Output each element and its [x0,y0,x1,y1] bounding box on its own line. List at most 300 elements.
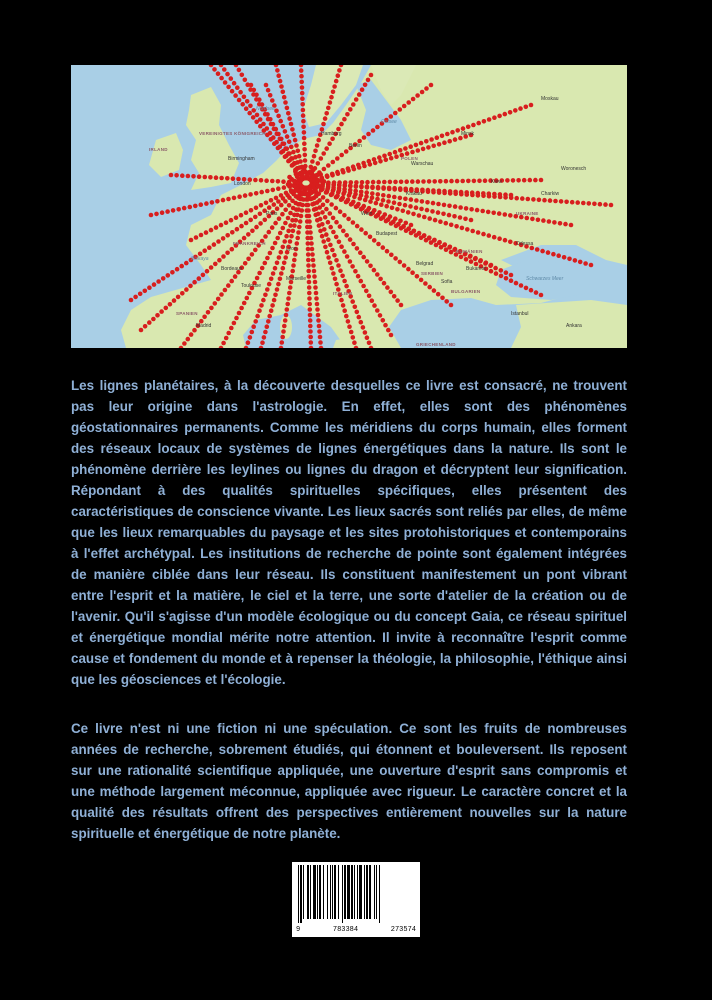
ley-line-dot [281,226,286,231]
ley-line-dot [383,212,388,217]
ley-line-dot [420,199,425,204]
ley-line-dot [609,203,614,208]
ley-line-dot [466,179,471,184]
city-label: Marseille [286,276,307,282]
ley-line-dot [363,330,368,335]
ley-line-dot [387,186,392,191]
ley-line-dot [316,212,321,217]
ley-line-dot [348,107,353,112]
ley-line-dot [437,142,442,147]
ley-line-dot [398,148,403,153]
ley-line-dot [280,340,285,345]
ley-line-dot [516,178,521,183]
ley-line-dot [290,127,295,132]
europe-ley-lines-map [71,65,627,348]
ley-line-dot [416,179,421,184]
ley-line-dot [447,139,452,144]
ley-line-dot [318,340,323,345]
ley-line-dot [307,296,312,301]
ley-line-dot [477,179,482,184]
ley-line-dot [287,291,292,296]
ley-line-dot [440,134,445,139]
ley-line-dot [249,208,254,213]
ley-line-dot [404,179,409,184]
ley-line-dot [285,146,290,151]
ley-line-dot [229,76,234,81]
ley-line-dot [334,258,339,263]
ley-line-dot [378,277,383,282]
ley-line-dot [384,219,389,224]
ley-line-dot [529,288,534,293]
ley-line-dot [287,116,292,121]
ley-line-dot [295,236,300,241]
ley-line-dot [174,173,179,178]
ley-line-dot [476,121,481,126]
ley-line-dot [286,111,291,116]
ley-line-dot [247,111,252,116]
ley-line-dot [260,266,265,271]
ley-line-dot [508,110,513,115]
ley-line-dot [306,252,311,257]
ley-line-dot [444,247,449,252]
ley-line-dot [356,274,361,279]
ley-line-dot [352,340,357,345]
ley-line-dot [419,207,424,212]
ley-line-dot [255,276,260,281]
ley-line-dot [245,99,250,104]
ley-line-dot [208,175,213,180]
ley-line-dot [436,202,441,207]
ley-line-dot [562,255,567,260]
ley-line-dot [432,288,437,293]
ley-line-dot [288,239,293,244]
ley-line-dot [514,281,519,286]
barcode-bar [330,865,331,919]
ley-line-dot [210,200,215,205]
ley-line-dot [492,192,497,197]
ley-line-dot [189,238,194,243]
ley-line-dot [314,192,319,197]
ley-line-dot [286,216,291,221]
ley-line-dot [246,232,251,237]
ley-line-dot [328,211,333,216]
ley-line-dot [278,119,283,124]
ley-line-dot [499,274,504,279]
ley-line-dot [508,240,513,245]
ley-line-dot [393,111,398,116]
ley-line-dot [436,292,441,297]
ley-line-dot [583,261,588,266]
ley-line-dot [427,179,432,184]
ley-line-dot [197,174,202,179]
ley-line-dot [155,313,160,318]
ley-line-dot [238,90,243,95]
ley-line-dot [199,233,204,238]
ley-line-dot [267,205,272,210]
ley-line-dot [330,137,335,142]
ley-line-dot [260,340,265,345]
ley-line-dot [539,178,544,183]
ley-line-dot [424,86,429,91]
ley-line-dot [423,281,428,286]
ley-line-dot [234,215,239,220]
ley-line-dot [202,315,207,320]
ley-line-dot [394,224,399,229]
ley-line-dot [287,175,292,180]
ley-line-dot [271,135,276,140]
ley-line-dot [426,145,431,150]
barcode-bar [374,865,375,919]
sea-label: Biskaya [191,256,209,262]
ley-line-dot [358,250,363,255]
ley-line-dot [408,204,413,209]
ley-line-dot [282,324,287,329]
ley-line-dot [392,195,397,200]
ley-line-dot [307,285,312,290]
ley-line-dot [497,211,502,216]
ley-line-dot [447,213,452,218]
ley-line-dot [398,260,403,265]
ley-line-dot [564,200,569,205]
ley-line-dot [276,199,281,204]
ley-line-dot [339,122,344,127]
ley-line-dot [264,201,269,206]
ley-line-dot [202,248,207,253]
ley-line-dot [504,270,509,275]
ley-line-dot [320,234,325,239]
ley-line-dot [308,318,313,323]
ley-line-dot [308,230,313,235]
ley-line-dot [331,160,336,165]
ley-line-dot [257,271,262,276]
ley-line-dot [455,179,460,184]
ley-line-dot [279,250,284,255]
ley-line-dot [469,207,474,212]
ley-line-dot [214,175,219,180]
ley-line-dot [282,142,287,147]
ley-line-dot [440,296,445,301]
ley-line-dot [344,314,349,319]
ley-line-dot [331,216,336,221]
ley-line-dot [323,245,328,250]
ley-line-dot [268,93,273,98]
ley-line-dot [429,83,434,88]
ley-line-dot [326,106,331,111]
ley-line-dot [519,283,524,288]
ley-line-dot [415,274,420,279]
ley-line-dot [414,233,419,238]
ley-line-dot [376,180,381,185]
ley-line-dot [149,213,154,218]
ley-line-dot [248,218,253,223]
ley-line-dot [147,320,152,325]
ley-line-dot [444,179,449,184]
ley-line-dot [421,179,426,184]
ley-line-dot [318,172,323,177]
ley-line-dot [216,297,221,302]
ley-line-dot [348,191,353,196]
barcode-bar [347,865,350,919]
ley-line-dot [192,280,197,285]
ley-line-dot [509,193,514,198]
ley-line-dot [509,278,514,283]
ley-line-dot [460,179,465,184]
ley-line-dot [182,341,187,346]
ley-line-dot [151,317,156,322]
ley-line-dot [259,190,264,195]
ley-line-dot [526,197,531,202]
ley-line-dot [298,202,303,207]
ley-line-dot [310,196,315,201]
barcode-bar [327,865,328,919]
ley-line-dot [355,310,360,315]
ley-line-dot [224,220,229,225]
ley-line-dot [246,257,251,262]
ley-line-dot [265,256,270,261]
ley-line-dot [340,168,345,173]
description-paragraph-1: Les lignes planétaires, à la découverte desquelles ce livre est consacré, ne trouvent pas leur origine dans l'astrologie. En effet, elles sont des phénomènes géostationnaires permanents. Comme les méridiens du corps humain, elles forment des réseaux locaux de systèmes de lignes énergétiques dans la nature. Ils sont le phénomène derrière les leylines ou lignes du dragon et décryptent leur signification. Répondant à des qualités spirituelles spécifiques, elles présentent des caractéristiques de conscience vivante. Les lieux sacrés sont reliés par elles, de même que les lieux remarquables du paysage et les sites protohistoriques et contemporains à l'effet archétypal. Les institutions de recherche de pointe sont également intégrées de manière ciblée dans leur réseau. Ils constituent manifestement un pont vibrant entre l'esprit et la matière, le ciel et la terre, une sorte d'atelier de la création ou de l'avenir. Qu'il s'agisse d'un modèle écologique ou du concept Gaia, ce réseau spirituel et énergétique mondial mérite notre attention. Il invite à reconnaître l'esprit comme cause et fondement du monde et à repenser la théologie, la philosophie, l'éthique ainsi que les géosciences et l'écologie. [71,378,627,687]
ley-line-dot [289,189,294,194]
ley-line-dot [334,282,339,287]
ley-line-dot [251,324,256,329]
ley-line-dot [154,212,159,217]
ley-line-dot [317,198,322,203]
ley-line-dot [219,176,224,181]
ley-line-dot [581,201,586,206]
ley-line-dot [201,273,206,278]
ley-line-dot [188,284,193,289]
ley-line-dot [337,240,342,245]
ley-line-dot [330,191,335,196]
ley-line-dot [399,226,404,231]
ley-line-dot [334,206,339,211]
sea-label: Schwarzes Meer [526,276,564,282]
ley-line-dot [294,143,299,148]
ley-line-dot [441,212,446,217]
ley-line-dot [326,255,331,260]
ley-line-dot [398,186,403,191]
ley-line-dot [320,210,325,215]
ley-line-dot [476,191,481,196]
ley-line-dot [325,173,330,178]
ley-line-dot [473,257,478,262]
ley-line-dot [399,180,404,185]
ley-line-dot [336,73,341,78]
ley-line-dot [503,238,508,243]
ley-line-dot [409,197,414,202]
ley-line-dot [330,172,335,177]
ley-line-dot [133,295,138,300]
ley-line-dot [234,316,239,321]
ley-line-dot [331,230,336,235]
ley-line-dot [603,202,608,207]
ley-line-dot [318,217,323,222]
ley-line-dot [209,306,214,311]
country-label: ITALIEN [333,291,353,296]
ley-line-dot [306,247,311,252]
ley-line-dot [375,197,380,202]
ley-line-dot [161,276,166,281]
ley-line-dot [370,185,375,190]
ley-line-dot [542,198,547,203]
ley-line-dot [378,313,383,318]
ley-line-dot [306,208,311,213]
ley-line-dot [442,189,447,194]
ley-line-dot [323,116,328,121]
ley-line-dot [410,270,415,275]
ley-line-dot [481,232,486,237]
ley-line-dot [250,229,255,234]
ley-line-dot [279,203,284,208]
ley-line-dot [482,119,487,124]
ley-line-dot [282,239,287,244]
barcode-bar [298,865,299,923]
ley-line-dot [505,178,510,183]
ley-line-dot [293,138,298,143]
ley-line-dot [223,80,228,85]
ley-line-dot [212,67,217,72]
ley-line-dot [355,246,360,251]
ley-line-dot [300,91,305,96]
ley-line-dot [325,250,330,255]
country-label: UKRAINE [516,211,539,216]
ley-line-dot [387,194,392,199]
ley-line-dot [264,83,269,88]
ley-line-dot [165,209,170,214]
ley-line-dot [283,318,288,323]
ley-line-dot [328,261,333,266]
ley-line-dot [511,178,516,183]
ley-line-dot [445,132,450,137]
ley-line-dot [354,97,359,102]
ley-line-dot [229,326,234,331]
ley-line-dot [411,97,416,102]
ley-line-dot [417,213,422,218]
ley-line-dot [349,330,354,335]
ley-line-dot [248,104,253,109]
country-label: IRLAND [149,147,168,152]
ley-line-dot [316,318,321,323]
ley-line-dot [258,117,263,122]
ley-line-dot [369,73,374,78]
ley-line-dot [296,230,301,235]
ley-line-dot [314,296,319,301]
ley-line-dot [199,202,204,207]
ley-line-dot [282,261,287,266]
ley-line-dot [536,218,541,223]
ley-line-dot [433,218,438,223]
ley-line-dot [176,207,181,212]
ley-line-dot [390,206,395,211]
barcode-bar [379,865,380,923]
ley-line-dot [342,279,347,284]
ley-line-dot [381,245,386,250]
ley-line-dot [414,198,419,203]
ley-line-dot [226,197,231,202]
ley-line-dot [334,79,339,84]
ley-line-dot [436,210,441,215]
ley-line-dot [276,186,281,191]
ley-line-dot [546,250,551,255]
ley-line-dot [448,189,453,194]
ley-line-dot [406,267,411,272]
ley-line-dot [375,272,380,277]
ley-line-dot [235,85,240,90]
ley-line-dot [289,234,294,239]
city-label: Paris [266,211,278,217]
city-label: Lyon [286,246,297,252]
ley-line-dot [389,253,394,258]
ley-line-dot [406,100,411,105]
ley-line-dot [297,165,302,170]
ley-line-dot [180,173,185,178]
ley-line-dot [221,236,226,241]
ley-line-dot [216,71,221,76]
ley-line-dot [283,100,288,105]
ley-line-dot [276,114,281,119]
ley-line-dot [382,180,387,185]
ley-line-dot [289,122,294,127]
barcode-bar [366,865,368,919]
ley-line-dot [361,255,366,260]
ley-line-dot [483,178,488,183]
ley-line-dot [459,190,464,195]
ley-line-dot [299,74,304,79]
description-paragraph-2: Ce livre n'est ni une fiction ni une spéculation. Ce sont les fruits de nombreuses années de recherche, sobrement étudiés, qui étonnent et bouleversent. Ils reposent sur une rationalité scientifique appliquée, une ouverture d'esprit sans compromis et une méthode largement méconnue, appliquée avec rigueur. Le caractère concret et la qualité des résultats offrent des perspectives entièrement nouvelles sur la nature spirituelle et énergétique de notre planète. [71,721,627,841]
ley-line-dot [232,81,237,86]
ley-line-dot [361,161,366,166]
ley-line-dot [344,284,349,289]
ley-line-dot [180,291,185,296]
ley-line-dot [268,117,273,122]
ley-line-dot [409,231,414,236]
ley-line-dot [381,198,386,203]
ley-line-dot [503,112,508,117]
ley-line-dot [302,141,307,146]
ley-line-dot [197,276,202,281]
ley-line-dot [472,179,477,184]
ley-line-dot [283,129,288,134]
ley-line-dot [497,236,502,241]
ley-line-dot [339,153,344,158]
ley-line-dot [280,212,285,217]
ley-line-dot [233,93,238,98]
ley-line-dot [288,211,293,216]
ley-line-dot [429,240,434,245]
ley-line-dot [262,335,267,340]
ley-line-dot [463,217,468,222]
ley-line-dot [513,108,518,113]
ley-line-dot [398,219,403,224]
ley-line-dot [494,271,499,276]
ley-line-dot [453,190,458,195]
ley-line-dot [295,160,300,165]
ley-line-dot [186,337,191,342]
ley-line-dot [359,193,364,198]
ley-line-dot [377,210,382,215]
ley-line-dot [302,147,307,152]
ley-line-dot [188,205,193,210]
barcode-bar [317,865,318,919]
ley-line-dot [364,289,369,294]
isbn-barcode [292,862,420,937]
ley-line-dot [253,178,258,183]
ley-line-dot [288,285,293,290]
city-label: Kiew [491,179,502,185]
ley-line-dot [403,146,408,151]
ley-line-dot [308,307,313,312]
sea-label: Ostsee [381,119,397,125]
